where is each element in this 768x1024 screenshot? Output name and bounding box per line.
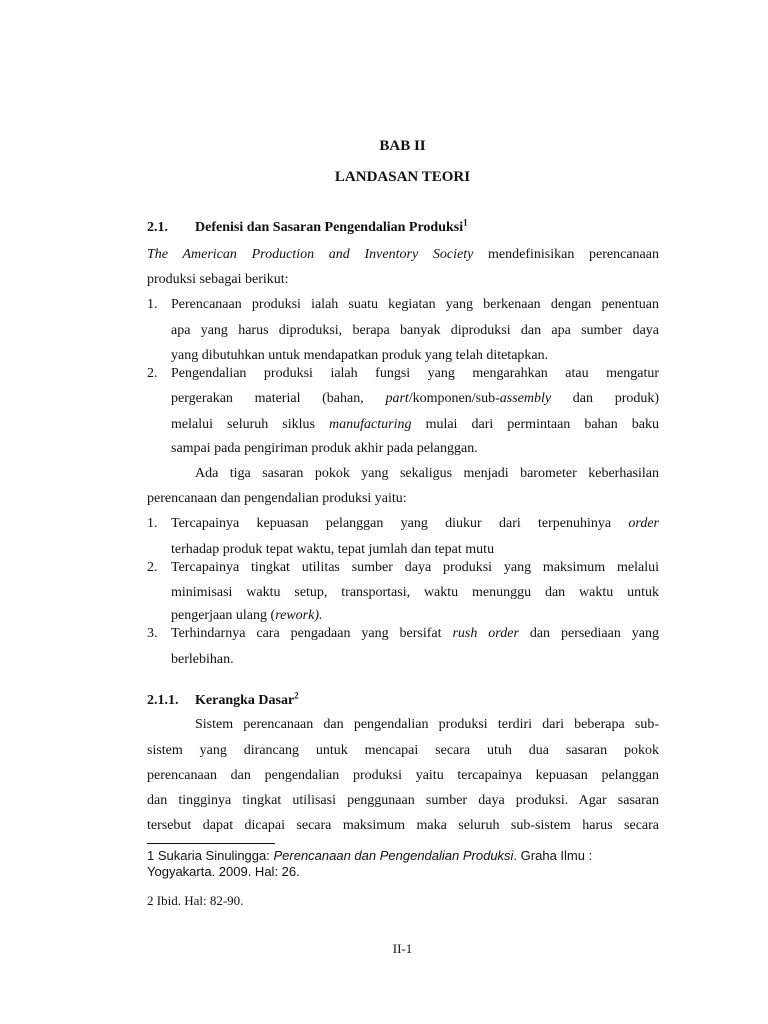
section-heading: Defenisi dan Sasaran Pengendalian Produksi$^1$ xyxy=(195,217,468,235)
list-item-line: apa yang harus diproduksi, berapa banyak diproduksi dan apa sumber daya xyxy=(171,323,659,338)
list-number: 3. xyxy=(147,626,158,641)
paragraph-line: tersebut dapat dicapai secara maksimum maka seluruh sub-sistem harus secara xyxy=(147,818,659,833)
chapter-title: LANDASAN TEORI xyxy=(334,169,471,185)
list-item-line: terhadap produk tepat waktu, tepat jumlah dan tepat mutu xyxy=(171,542,495,557)
footnote-separator xyxy=(147,843,275,844)
list-item-line: Perencanaan produksi ialah suatu kegiatan yang berkenaan dengan penentuan xyxy=(171,297,659,312)
footnote-1: 1 Sukaria Sinulingga: Perencanaan dan Pengendalian Produksi. Graha Ilmu : xyxy=(147,848,593,863)
list-item-line: Tercapainya tingkat utilitas sumber daya produksi yang maksimum melalui xyxy=(171,560,659,575)
list-item-line: minimisasi waktu setup, transportasi, waktu menunggu dan waktu untuk xyxy=(171,585,659,600)
chapter-label: BAB II xyxy=(379,138,426,154)
paragraph-line: Ada tiga sasaran pokok yang sekaligus menjadi barometer keberhasilan xyxy=(195,466,659,481)
list-number: 2. xyxy=(147,560,158,575)
paragraph-line: perencanaan dan pengendalian produksi yaitu tercapainya kepuasan pelanggan xyxy=(147,768,659,783)
subsection-number: 2.1.1. xyxy=(147,693,179,708)
section-number: 2.1. xyxy=(147,220,168,235)
page-number: II-1 xyxy=(392,941,413,956)
list-item-line: Pengendalian produksi ialah fungsi yang mengarahkan atau mengatur xyxy=(171,366,659,381)
paragraph-line: perencanaan dan pengendalian produksi yaitu: xyxy=(147,491,407,506)
list-item-line: Tercapainya kepuasan pelanggan yang diukur dari terpenuhinya order xyxy=(171,516,659,531)
list-number: 1. xyxy=(147,516,158,531)
footnote-ref: 1 xyxy=(463,217,468,228)
list-item-line: Terhindarnya cara pengadaan yang bersifat rush order dan persediaan yang xyxy=(171,626,659,641)
subsection-heading: Kerangka Dasar$^2$ xyxy=(195,690,299,708)
paragraph-line: dan tingginya tingkat utilisasi penggunaan sumber daya produksi. Agar sasaran xyxy=(147,793,659,808)
list-number: 2. xyxy=(147,366,158,381)
intro-line-2: produksi sebagai berikut: xyxy=(147,272,289,287)
footnote-ref: 2 xyxy=(294,690,299,701)
footnote-1-line-2: Yogyakarta. 2009. Hal: 26. xyxy=(147,864,300,879)
list-item-line: melalui seluruh siklus manufacturing mulai dari permintaan bahan baku xyxy=(171,417,660,432)
list-item-line: berlebihan. xyxy=(171,652,234,667)
footnote-2: 2 Ibid. Hal: 82-90. xyxy=(147,893,244,908)
intro-line-1: The American Production and Inventory Society mendefinisikan perencanaan xyxy=(147,247,659,262)
list-item-line: pengerjaan ulang (rework). xyxy=(171,608,323,623)
list-item-line: yang dibutuhkan untuk mendapatkan produk yang telah ditetapkan. xyxy=(171,348,549,363)
list-item-line: pergerakan material (bahan, part/komponen/sub-assembly dan produk) xyxy=(171,391,660,406)
list-item-line: sampai pada pengiriman produk akhir pada pelanggan. xyxy=(171,441,478,456)
paragraph-line: sistem yang dirancang untuk mencapai secara utuh dua sasaran pokok xyxy=(147,743,659,758)
list-number: 1. xyxy=(147,297,158,312)
paragraph-line: Sistem perencanaan dan pengendalian produksi terdiri dari beberapa sub- xyxy=(195,717,659,732)
